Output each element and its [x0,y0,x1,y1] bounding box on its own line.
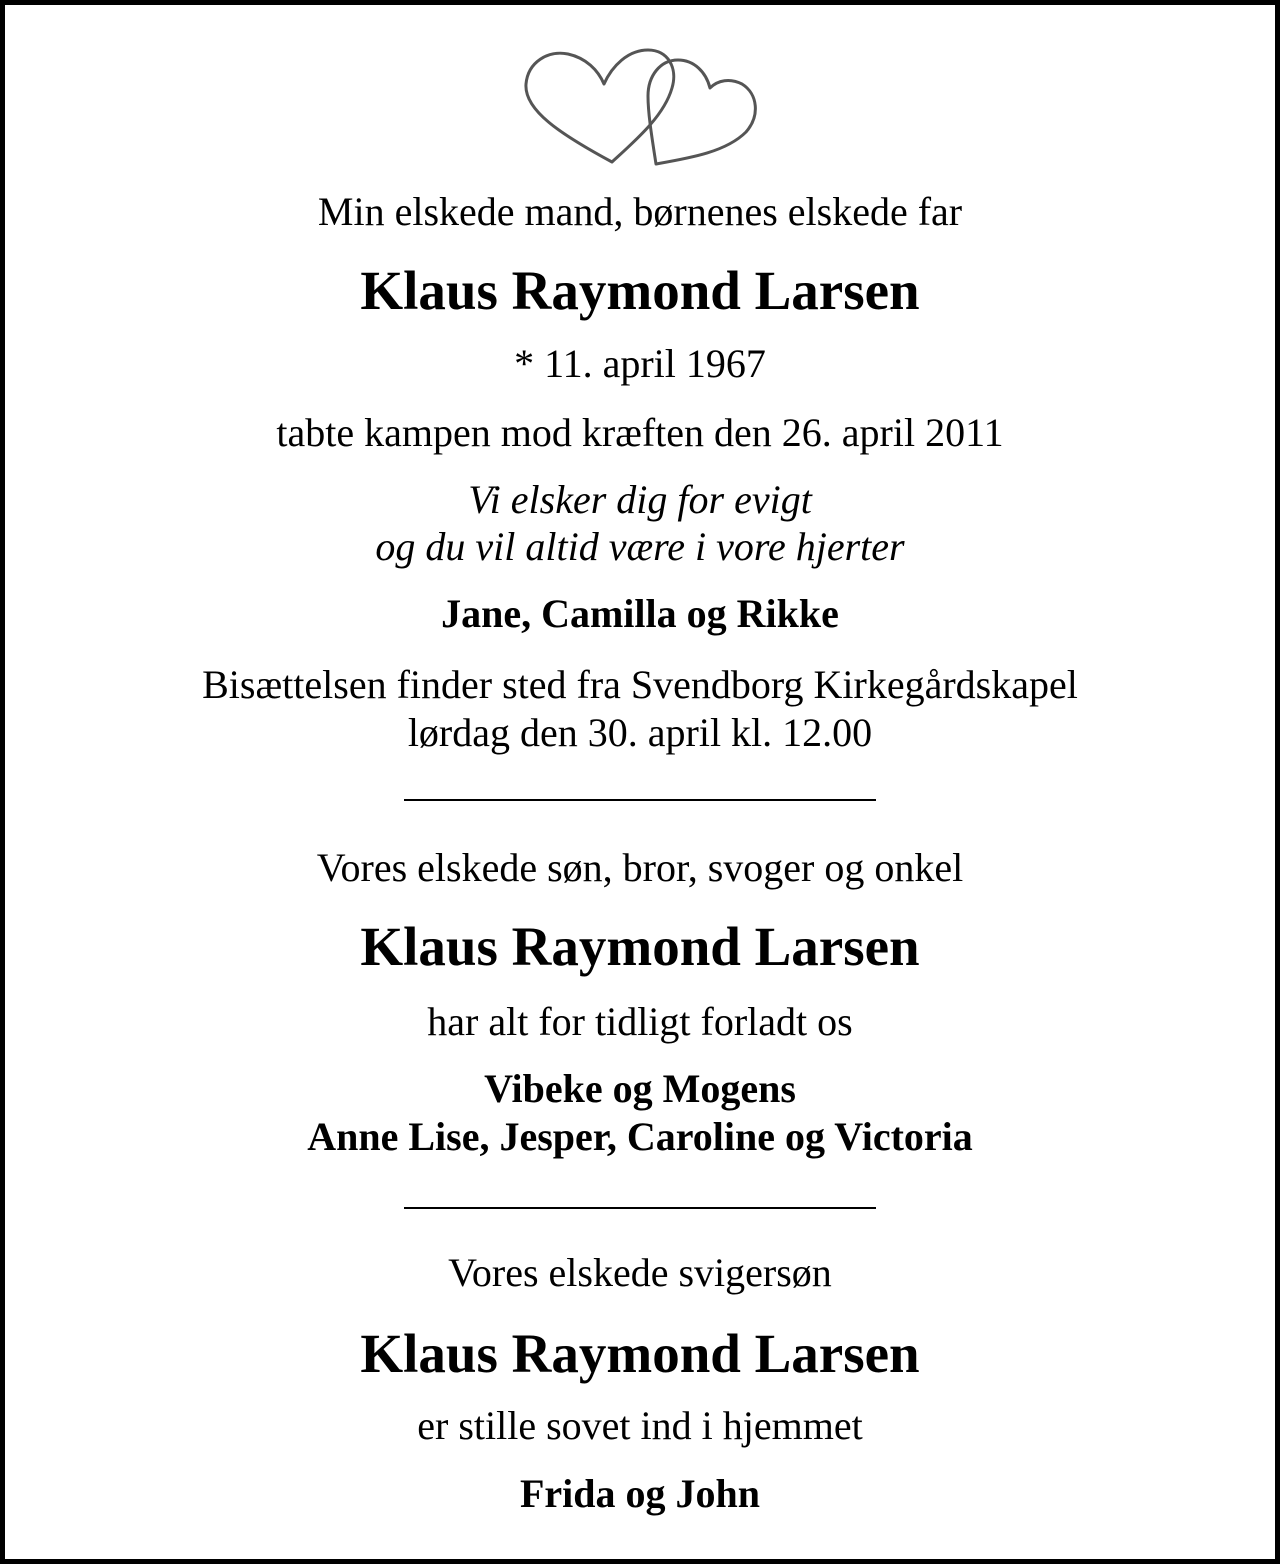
divider-rule [404,799,876,801]
notice3-signed: Frida og John [519,1471,761,1516]
notice1-died: tabte kampen mod kræften den 26. april 2011 [276,410,1004,455]
notice1-signed: Jane, Camilla og Rikke [441,591,839,636]
notice1-verse-line: Vi elsker dig for evigt [468,477,812,522]
notice2-intro: Vores elskede søn, bror, svoger og onkel [316,845,964,890]
notice2-text: har alt for tidligt forladt os [427,999,853,1044]
notice2-signed-line: Anne Lise, Jesper, Caroline og Victoria [307,1114,973,1159]
notice3-text: er stille sovet ind i hjemmet [417,1403,863,1448]
notice1-verse-line: og du vil altid være i vore hjerter [375,524,905,569]
notice2-signed-line: Vibeke og Mogens [484,1066,796,1111]
notice3-intro: Vores elskede svigersøn [448,1250,832,1295]
double-heart-icon [520,44,762,170]
notice1-name: Klaus Raymond Larsen [360,260,920,321]
divider-rule [404,1207,876,1209]
notice1-funeral-line: Bisættelsen finder sted fra Svendborg Kirkegårdskapel [202,662,1078,707]
notice1-intro: Min elskede mand, børnenes elskede far [317,189,963,234]
notice1-funeral-line: lørdag den 30. april kl. 12.00 [407,710,873,755]
notice3-name: Klaus Raymond Larsen [360,1323,920,1384]
notice1-born: * 11. april 1967 [514,341,766,386]
notice2-name: Klaus Raymond Larsen [360,916,920,977]
